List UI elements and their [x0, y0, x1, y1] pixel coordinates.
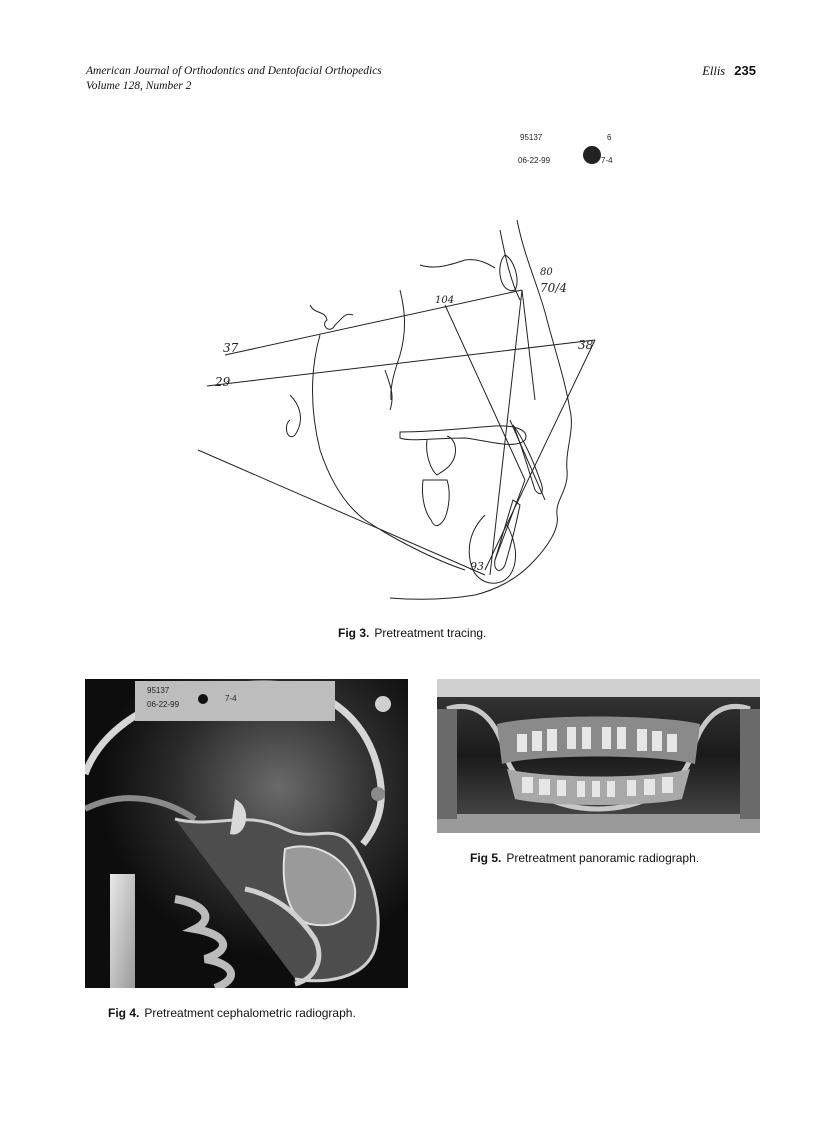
right-ramus [740, 709, 760, 819]
ramus-outline [313, 335, 466, 570]
label-38: 38 [578, 338, 594, 352]
sn-line [225, 290, 522, 355]
running-header-left [86, 64, 382, 94]
label-80: 80 [540, 267, 553, 278]
plate-dot [198, 694, 208, 704]
figure-3-caption [338, 626, 486, 640]
figure-4-radiograph [85, 679, 408, 988]
figure-5-text: Pretreatment panoramic radiograph. [506, 851, 700, 865]
mandibular-plane-line [198, 450, 485, 575]
n-a-line [522, 290, 535, 400]
label-104: 104 [435, 295, 455, 306]
top-bright-band [437, 679, 760, 697]
figure-3-label: Fig 3. [338, 626, 370, 640]
bottom-band [437, 814, 760, 833]
figure-5-caption [470, 851, 699, 865]
figure-4-caption [108, 1006, 356, 1020]
facial-line [485, 340, 595, 570]
figure-5-radiograph [437, 679, 760, 833]
n-pog-line [490, 290, 522, 575]
lower-molar [422, 480, 449, 526]
incisor-axis [510, 420, 545, 500]
figure-3-tracing [195, 120, 615, 615]
stamp-id: 95137 [520, 133, 543, 142]
pterygoid-fissure [385, 370, 392, 410]
label-29: 29 [215, 375, 231, 389]
label-93: 93 [470, 560, 484, 573]
stamp-date: 06-22-99 [518, 156, 551, 165]
label-37: 37 [223, 341, 239, 355]
journal-volume: Volume 128, Number 2 [86, 80, 192, 92]
author-name: Ellis [702, 64, 726, 78]
plate-date: 06-22-99 [147, 700, 180, 709]
left-ramus [437, 709, 457, 819]
reference-marker [371, 787, 385, 801]
lower-incisor [495, 500, 520, 570]
label-70-4: 70/4 [540, 281, 567, 295]
running-header-right [702, 63, 756, 79]
cephalometric-radiograph-image [85, 679, 408, 988]
stamp-code-2: 7-4 [601, 156, 613, 165]
plate-id: 95137 [147, 686, 170, 695]
tracing-drawing [195, 120, 615, 615]
nasal-structure [500, 255, 517, 291]
journal-title: American Journal of Orthodontics and Dentofacial Orthopedics [86, 65, 382, 77]
orbit-rim [391, 290, 405, 400]
figure-3-text: Pretreatment tracing. [374, 626, 487, 640]
s-line [445, 305, 525, 480]
panoramic-radiograph-image [437, 679, 760, 833]
plate-code: 7-4 [225, 694, 237, 703]
sella-outline [310, 305, 353, 329]
upper-molar [427, 436, 456, 475]
registration-dot [583, 146, 601, 164]
page-number: 235 [734, 63, 756, 78]
orbit-roof [420, 260, 495, 268]
cervical-spine-marker [110, 874, 135, 988]
figure-4-text: Pretreatment cephalometric radiograph. [144, 1006, 356, 1020]
ear-rod-marker [375, 696, 391, 712]
condyle-outline [286, 395, 300, 437]
figure-4-label: Fig 4. [108, 1006, 140, 1020]
stamp-code-1: 6 [607, 133, 612, 142]
figure-5-label: Fig 5. [470, 851, 502, 865]
frankfort-line [207, 340, 595, 386]
nasal-bone [500, 230, 520, 300]
